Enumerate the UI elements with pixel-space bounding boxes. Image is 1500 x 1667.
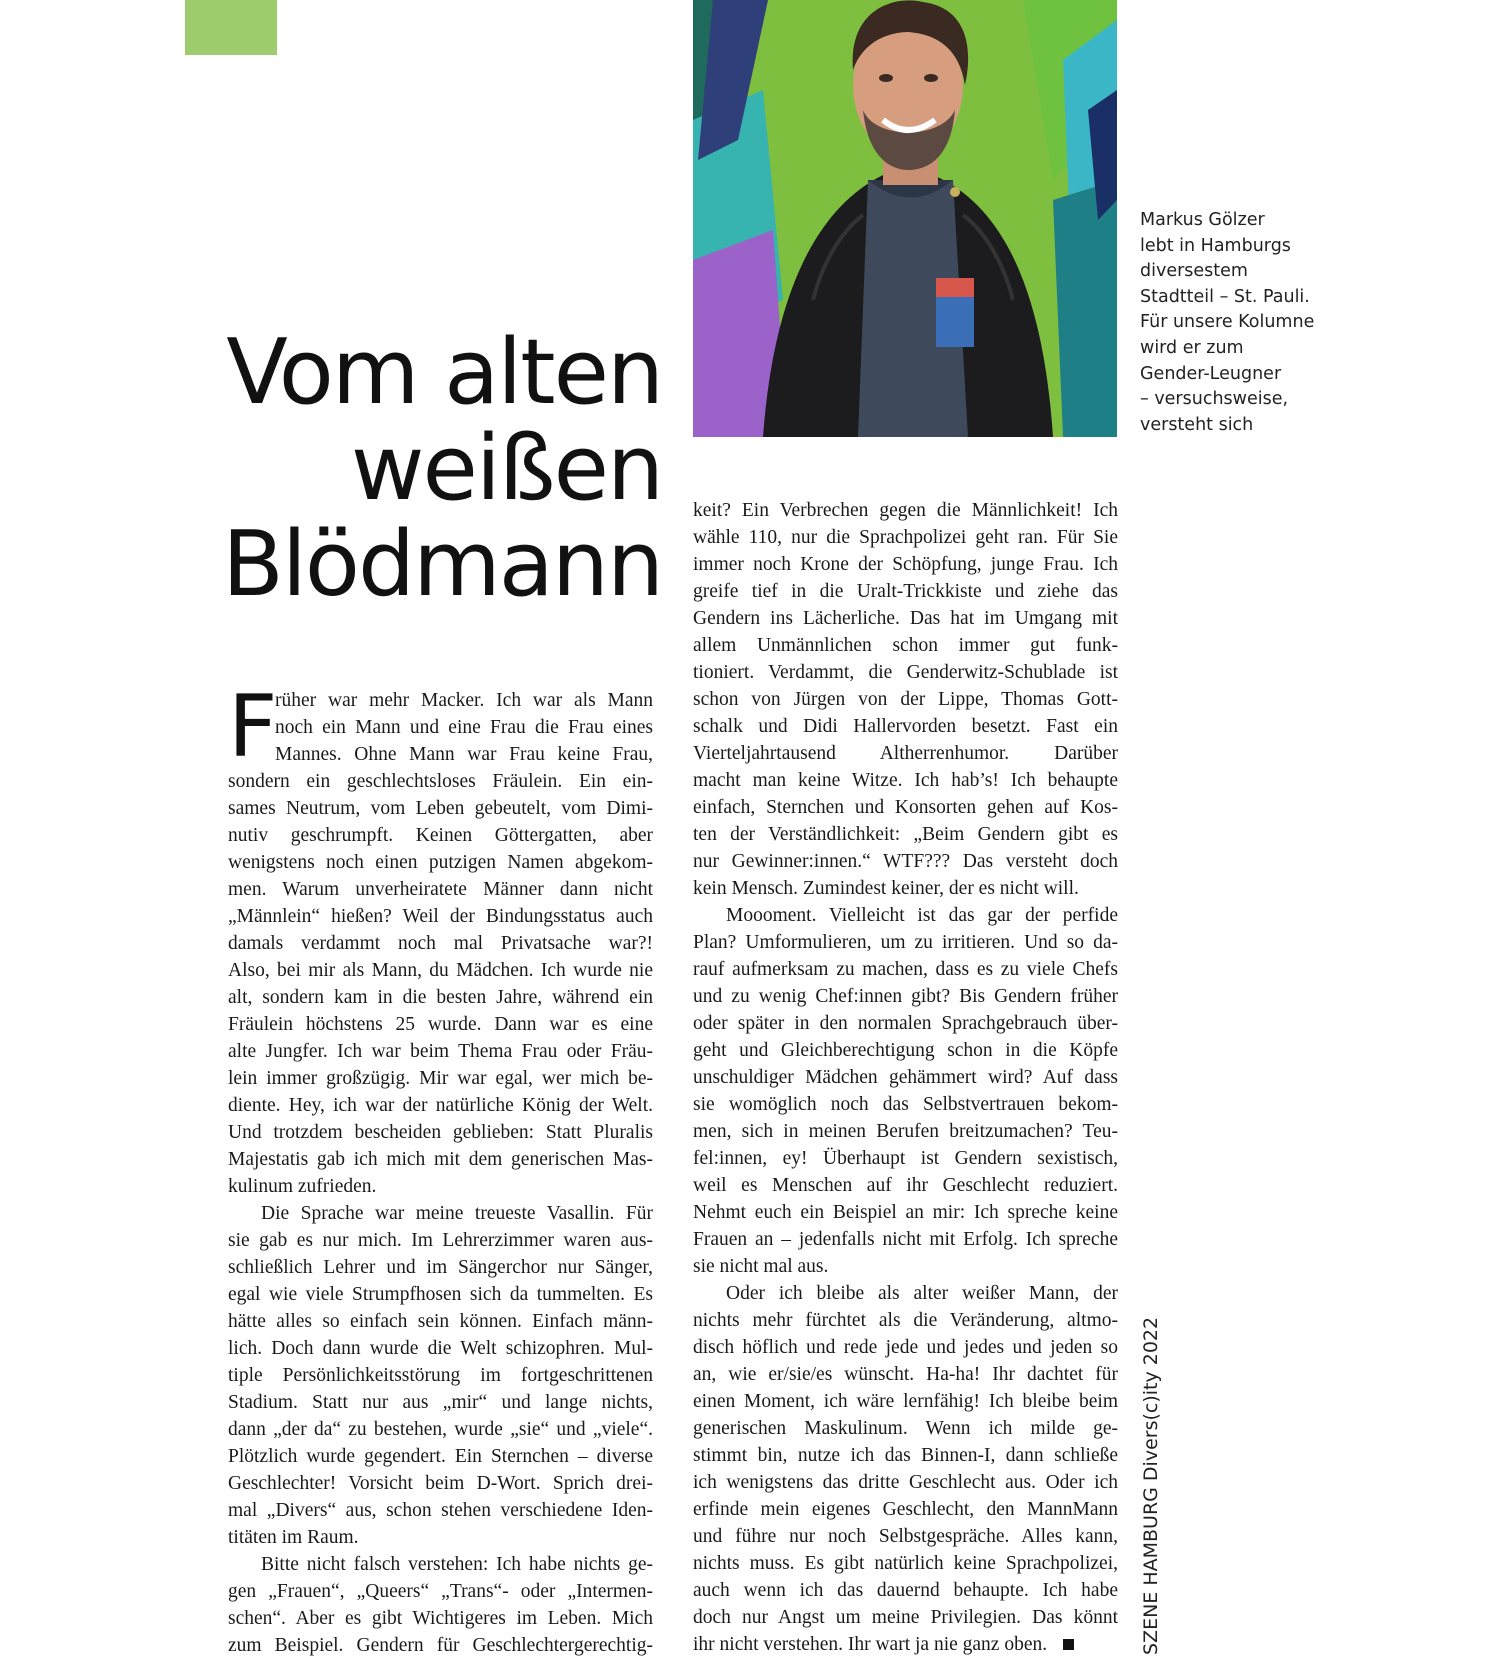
text-line: [693, 497, 1118, 524]
text-line-content: keit? Ein Verbrechen gegen die Männlichkeit! Ich: [693, 500, 1118, 521]
text-line-content: Und trotzdem bescheiden geblieben: Statt Pluralis: [228, 1122, 653, 1143]
text-line: [693, 1361, 1118, 1388]
caption-line: lebt in Hamburgs: [1140, 235, 1291, 256]
text-line: [228, 795, 653, 822]
text-line-content: nutiv geschrumpft. Keinen Göttergatten, aber: [228, 825, 653, 846]
text-line: [228, 768, 653, 795]
text-line: [693, 929, 1118, 956]
text-line: [693, 956, 1118, 983]
text-line: [693, 524, 1118, 551]
text-line: [693, 1226, 1118, 1253]
text-line-content: sames Neutrum, vom Leben gebeutelt, vom Dimi-: [228, 798, 653, 819]
caption-line: – versuchsweise,: [1140, 389, 1289, 410]
article-headline: [160, 320, 662, 617]
text-line: [228, 1362, 653, 1389]
text-line: [228, 1281, 653, 1308]
text-line-content: stimmt bin, nutze ich das Binnen-I, dann schließe: [693, 1445, 1118, 1466]
caption-line: Für unsere Kolumne: [1140, 312, 1315, 333]
caption-line: Stadtteil – St. Pauli.: [1140, 286, 1310, 307]
text-line: [693, 1307, 1118, 1334]
text-line: [693, 1604, 1118, 1631]
text-line-content: und führe nur noch Selbstgespräche. Alles kann,: [693, 1526, 1118, 1547]
text-line-content: gen „Frauen“, „Queers“ „Trans“- oder „Intermen-: [228, 1581, 653, 1602]
caption-line: wird er zum: [1140, 337, 1244, 358]
text-line-content: alt, sondern kam in die besten Jahre, während ein: [228, 987, 653, 1008]
article-column-2: [693, 497, 1118, 1658]
text-line: [228, 822, 653, 849]
author-photo: [693, 0, 1117, 437]
text-line: [228, 1524, 653, 1551]
text-line-content: egal wie viele Strumpfhosen sich da tummelten. Es: [228, 1284, 653, 1305]
text-line-content: tioniert. Verdammt, die Genderwitz-Schublade ist: [693, 662, 1118, 683]
text-line-content: greife tief in die Uralt-Trickkiste und ziehe das: [693, 581, 1118, 602]
headline-line: Vom alten: [226, 320, 662, 425]
text-line: [228, 984, 653, 1011]
text-line: [228, 1470, 653, 1497]
text-line: [693, 1631, 1118, 1658]
text-line-content: wähle 110, nur die Sprachpolizei geht ran. Für Sie: [693, 527, 1118, 548]
text-line: [228, 1146, 653, 1173]
text-line-content: unschuldiger Mädchen gehämmert wird? Auf dass: [693, 1067, 1118, 1088]
text-line: [693, 902, 1118, 929]
text-line-content: schon von Jürgen von der Lippe, Thomas Gott-: [693, 689, 1118, 710]
text-line: [228, 1038, 653, 1065]
text-line: [693, 1199, 1118, 1226]
text-line: [693, 632, 1118, 659]
text-line: [693, 821, 1118, 848]
text-line: [693, 1550, 1118, 1577]
text-line-content: erfinde mein eigenes Geschlecht, den MannMann: [693, 1499, 1118, 1520]
text-line: [228, 1443, 653, 1470]
text-line-content: Frauen an – jedenfalls nicht mit Erfolg. Ich spreche: [693, 1229, 1118, 1250]
text-line-content: allem Unmännlichen schon immer gut funk-: [693, 635, 1118, 656]
text-line: [693, 1145, 1118, 1172]
article-column-1: [228, 677, 653, 1659]
text-line-content: rauf aufmerksam zu machen, dass es zu viele Chefs: [693, 959, 1118, 980]
text-line-content: rüher war mehr Macker. Ich war als Mann: [275, 690, 653, 711]
text-line: [228, 903, 653, 930]
text-line-content: Nehmt euch ein Beispiel an mir: Ich spreche keine: [693, 1202, 1118, 1223]
text-line-content: Stadium. Statt nur aus „mir“ und lange nichts,: [228, 1392, 653, 1413]
text-line: [228, 957, 653, 984]
text-line-content: einen Moment, ich wäre lernfähig! Ich bleibe beim: [693, 1391, 1118, 1412]
text-line: [693, 848, 1118, 875]
text-line-content: dann „der da“ zu bestehen, wurde „sie“ und „viele“.: [228, 1419, 653, 1440]
text-line-content: kein Mensch. Zumindest keiner, der es nicht will.: [693, 878, 1079, 899]
text-line: [693, 1253, 1118, 1280]
text-line-content: Mannes. Ohne Mann war Frau keine Frau,: [275, 744, 653, 765]
text-line-content: noch ein Mann und eine Frau die Frau eines: [275, 717, 653, 738]
text-line: [693, 983, 1118, 1010]
text-line: [228, 849, 653, 876]
text-line-content: hätte alles so einfach sein können. Einfach männ-: [228, 1311, 653, 1332]
text-line: [228, 1254, 653, 1281]
text-line: [228, 1497, 653, 1524]
text-line-content: Plötzlich wurde gegendert. Ein Sternchen – diverse: [228, 1446, 653, 1467]
text-line-content: und zu wenig Chef:innen gibt? Bis Gendern früher: [693, 986, 1118, 1007]
text-line: [693, 1415, 1118, 1442]
text-line-content: Majestatis gab ich mich mit dem generischen Mas-: [228, 1149, 653, 1170]
headline-line: Blödmann: [222, 512, 662, 617]
text-line: [228, 1200, 653, 1227]
text-line-content: damals verdammt noch mal Privatsache war?!: [228, 933, 653, 954]
end-mark: [1063, 1639, 1074, 1650]
text-line-content: sie womöglich noch das Selbstvertrauen bekom-: [693, 1094, 1118, 1115]
text-line: [228, 1389, 653, 1416]
text-line: [228, 1605, 653, 1632]
text-line-content: nichts mehr fürchtet als die Veränderung, altmo-: [693, 1310, 1118, 1331]
text-line-content: kulinum zufrieden.: [228, 1176, 377, 1197]
caption-line: diversestem: [1140, 261, 1248, 282]
text-line-content: ihr nicht verstehen. Ihr wart ja nie ganz oben.: [693, 1634, 1048, 1655]
text-line: [693, 1523, 1118, 1550]
text-line: [228, 714, 653, 741]
text-line: [693, 767, 1118, 794]
text-line-content: Gendern ins Lächerliche. Das hat im Umgang mit: [693, 608, 1118, 629]
text-line: [228, 1065, 653, 1092]
text-line: [228, 1551, 653, 1578]
text-line-content: Geschlechter! Vorsicht beim D-Wort. Sprich drei-: [228, 1473, 653, 1494]
text-line-content: auch wenn ich das dauernd behaupte. Ich habe: [693, 1580, 1118, 1601]
text-line: [693, 686, 1118, 713]
text-line: [228, 1416, 653, 1443]
text-line-content: sondern ein geschlechtsloses Fräulein. Ein ein-: [228, 771, 653, 792]
text-line-content: sie nicht mal aus.: [693, 1256, 829, 1277]
text-line: [693, 1010, 1118, 1037]
text-line: [693, 1469, 1118, 1496]
text-line-content: nur Gewinner:innen.“ WTF??? Das versteht doch: [693, 851, 1118, 872]
text-line: [228, 1119, 653, 1146]
text-line: [693, 1280, 1118, 1307]
headline-line: weißen: [350, 416, 662, 521]
text-line-content: an, wie er/sie/es wünscht. Ha-ha! Ihr dachtet für: [693, 1364, 1118, 1385]
text-line-content: Fräulein höchstens 25 wurde. Dann war es eine: [228, 1014, 653, 1035]
text-line-content: diente. Hey, ich war der natürliche König der Welt.: [228, 1095, 653, 1116]
text-line-content: doch nur Angst um meine Privilegien. Das könnt: [693, 1607, 1118, 1628]
text-line: [693, 713, 1118, 740]
text-line-content: Die Sprache war meine treueste Vasallin. Für: [261, 1203, 653, 1224]
text-line-content: Moooment. Vielleicht ist das gar der perfide: [726, 905, 1118, 926]
text-line: [693, 1496, 1118, 1523]
text-line: [228, 741, 653, 768]
text-line-content: titäten im Raum.: [228, 1527, 359, 1548]
text-line: [693, 551, 1118, 578]
caption-line: versteht sich: [1140, 414, 1254, 435]
text-line-content: Vierteljahrtausend Altherrenhumor. Darüber: [693, 743, 1118, 764]
text-line: [693, 740, 1118, 767]
text-line-content: ich wenigstens das dritte Geschlecht aus. Oder ich: [693, 1472, 1118, 1493]
caption-line: Markus Gölzer: [1140, 210, 1265, 230]
text-line-content: immer noch Krone der Schöpfung, junge Frau. Ich: [693, 554, 1118, 575]
text-line: [228, 1092, 653, 1119]
text-line-content: men, sich in meinen Berufen breitzumachen? Teu-: [693, 1121, 1118, 1142]
text-line-content: generischen Maskulinum. Wenn ich milde ge-: [693, 1418, 1118, 1439]
text-line-content: Bitte nicht falsch verstehen: Ich habe nichts ge-: [261, 1554, 653, 1575]
text-line-content: macht man keine Witze. Ich hab’s! Ich behaupte: [693, 770, 1118, 791]
text-line-content: Also, bei mir als Mann, du Mädchen. Ich wurde nie: [228, 960, 653, 981]
text-line: [228, 876, 653, 903]
text-line: [228, 930, 653, 957]
text-line-content: zum Beispiel. Gendern für Geschlechtergerechtig-: [228, 1635, 653, 1656]
text-line: [228, 1335, 653, 1362]
text-line-content: ten der Verständlichkeit: „Beim Gendern gibt es: [693, 824, 1118, 845]
text-line: [693, 1118, 1118, 1145]
text-line: [693, 578, 1118, 605]
text-line-content: alte Jungfer. Ich war beim Thema Frau oder Fräu-: [228, 1041, 653, 1062]
text-line: [228, 1632, 653, 1659]
text-line-content: sie gab es nur mich. Im Lehrerzimmer waren aus-: [228, 1230, 653, 1251]
text-line-content: men. Warum unverheiratete Männer dann nicht: [228, 879, 653, 900]
text-line-content: disch höflich und rede jede und jedes und jeden so: [693, 1337, 1118, 1358]
text-line: [228, 1308, 653, 1335]
text-line: [693, 659, 1118, 686]
text-line-content: schalk und Didi Hallervorden besetzt. Fast ein: [693, 716, 1118, 737]
photo-caption: [1140, 208, 1340, 438]
text-line: [693, 875, 1118, 902]
text-line: [228, 1227, 653, 1254]
text-line-content: „Männlein“ hießen? Weil der Bindungsstatus auch: [228, 906, 653, 927]
text-line: [693, 1388, 1118, 1415]
text-line-content: schen“. Aber es gibt Wichtigeres im Leben. Mich: [228, 1608, 653, 1629]
accent-tab: [185, 0, 277, 55]
text-line: [693, 1577, 1118, 1604]
text-line-content: Plan? Umformulieren, um zu irritieren. Und so da-: [693, 932, 1118, 953]
drop-cap: F: [228, 677, 278, 777]
text-line: [228, 1173, 653, 1200]
text-line-content: geht und Gleichberechtigung schon in die Köpfe: [693, 1040, 1118, 1061]
text-line: [693, 1064, 1118, 1091]
caption-line: Gender-Leugner: [1140, 363, 1282, 384]
text-line-content: lich. Doch dann wurde die Welt schizophren. Mul-: [228, 1338, 653, 1359]
text-line-content: nichts muss. Es gibt natürlich keine Sprachpolizei,: [693, 1553, 1118, 1574]
text-line: [693, 1442, 1118, 1469]
text-line-content: lein immer großzügig. Mir war egal, wer mich be-: [228, 1068, 653, 1089]
text-line: [693, 1172, 1118, 1199]
text-line-content: Oder ich bleibe als alter weißer Mann, der: [726, 1283, 1118, 1304]
text-line: [693, 1037, 1118, 1064]
text-line-content: fel:innen, ey! Überhaupt ist Gendern sexistisch,: [693, 1148, 1118, 1169]
text-line-content: wenigstens noch einen putzigen Namen abgekom-: [228, 852, 653, 873]
text-line: [693, 1091, 1118, 1118]
text-line-content: oder später in den normalen Sprachgebrauch über-: [693, 1013, 1118, 1034]
text-line-content: schließlich Lehrer und im Sängerchor nur Sänger,: [228, 1257, 653, 1278]
text-line-content: tiple Persönlichkeitsstörung im fortgeschrittenen: [228, 1365, 653, 1386]
text-line-content: weil es Menschen auf ihr Geschlecht reduziert.: [693, 1175, 1118, 1196]
text-line-content: mal „Divers“ aus, schon stehen verschiedene Iden-: [228, 1500, 653, 1521]
text-line: [693, 794, 1118, 821]
text-line: [228, 1578, 653, 1605]
text-line: [228, 1011, 653, 1038]
text-line: [693, 605, 1118, 632]
text-line: [228, 687, 653, 714]
publication-footer: SZENE HAMBURG Divers(c)ity 2022: [1140, 1316, 1162, 1655]
text-line: [693, 1334, 1118, 1361]
text-line-content: einfach, Sternchen und Konsorten gehen auf Kos-: [693, 797, 1118, 818]
